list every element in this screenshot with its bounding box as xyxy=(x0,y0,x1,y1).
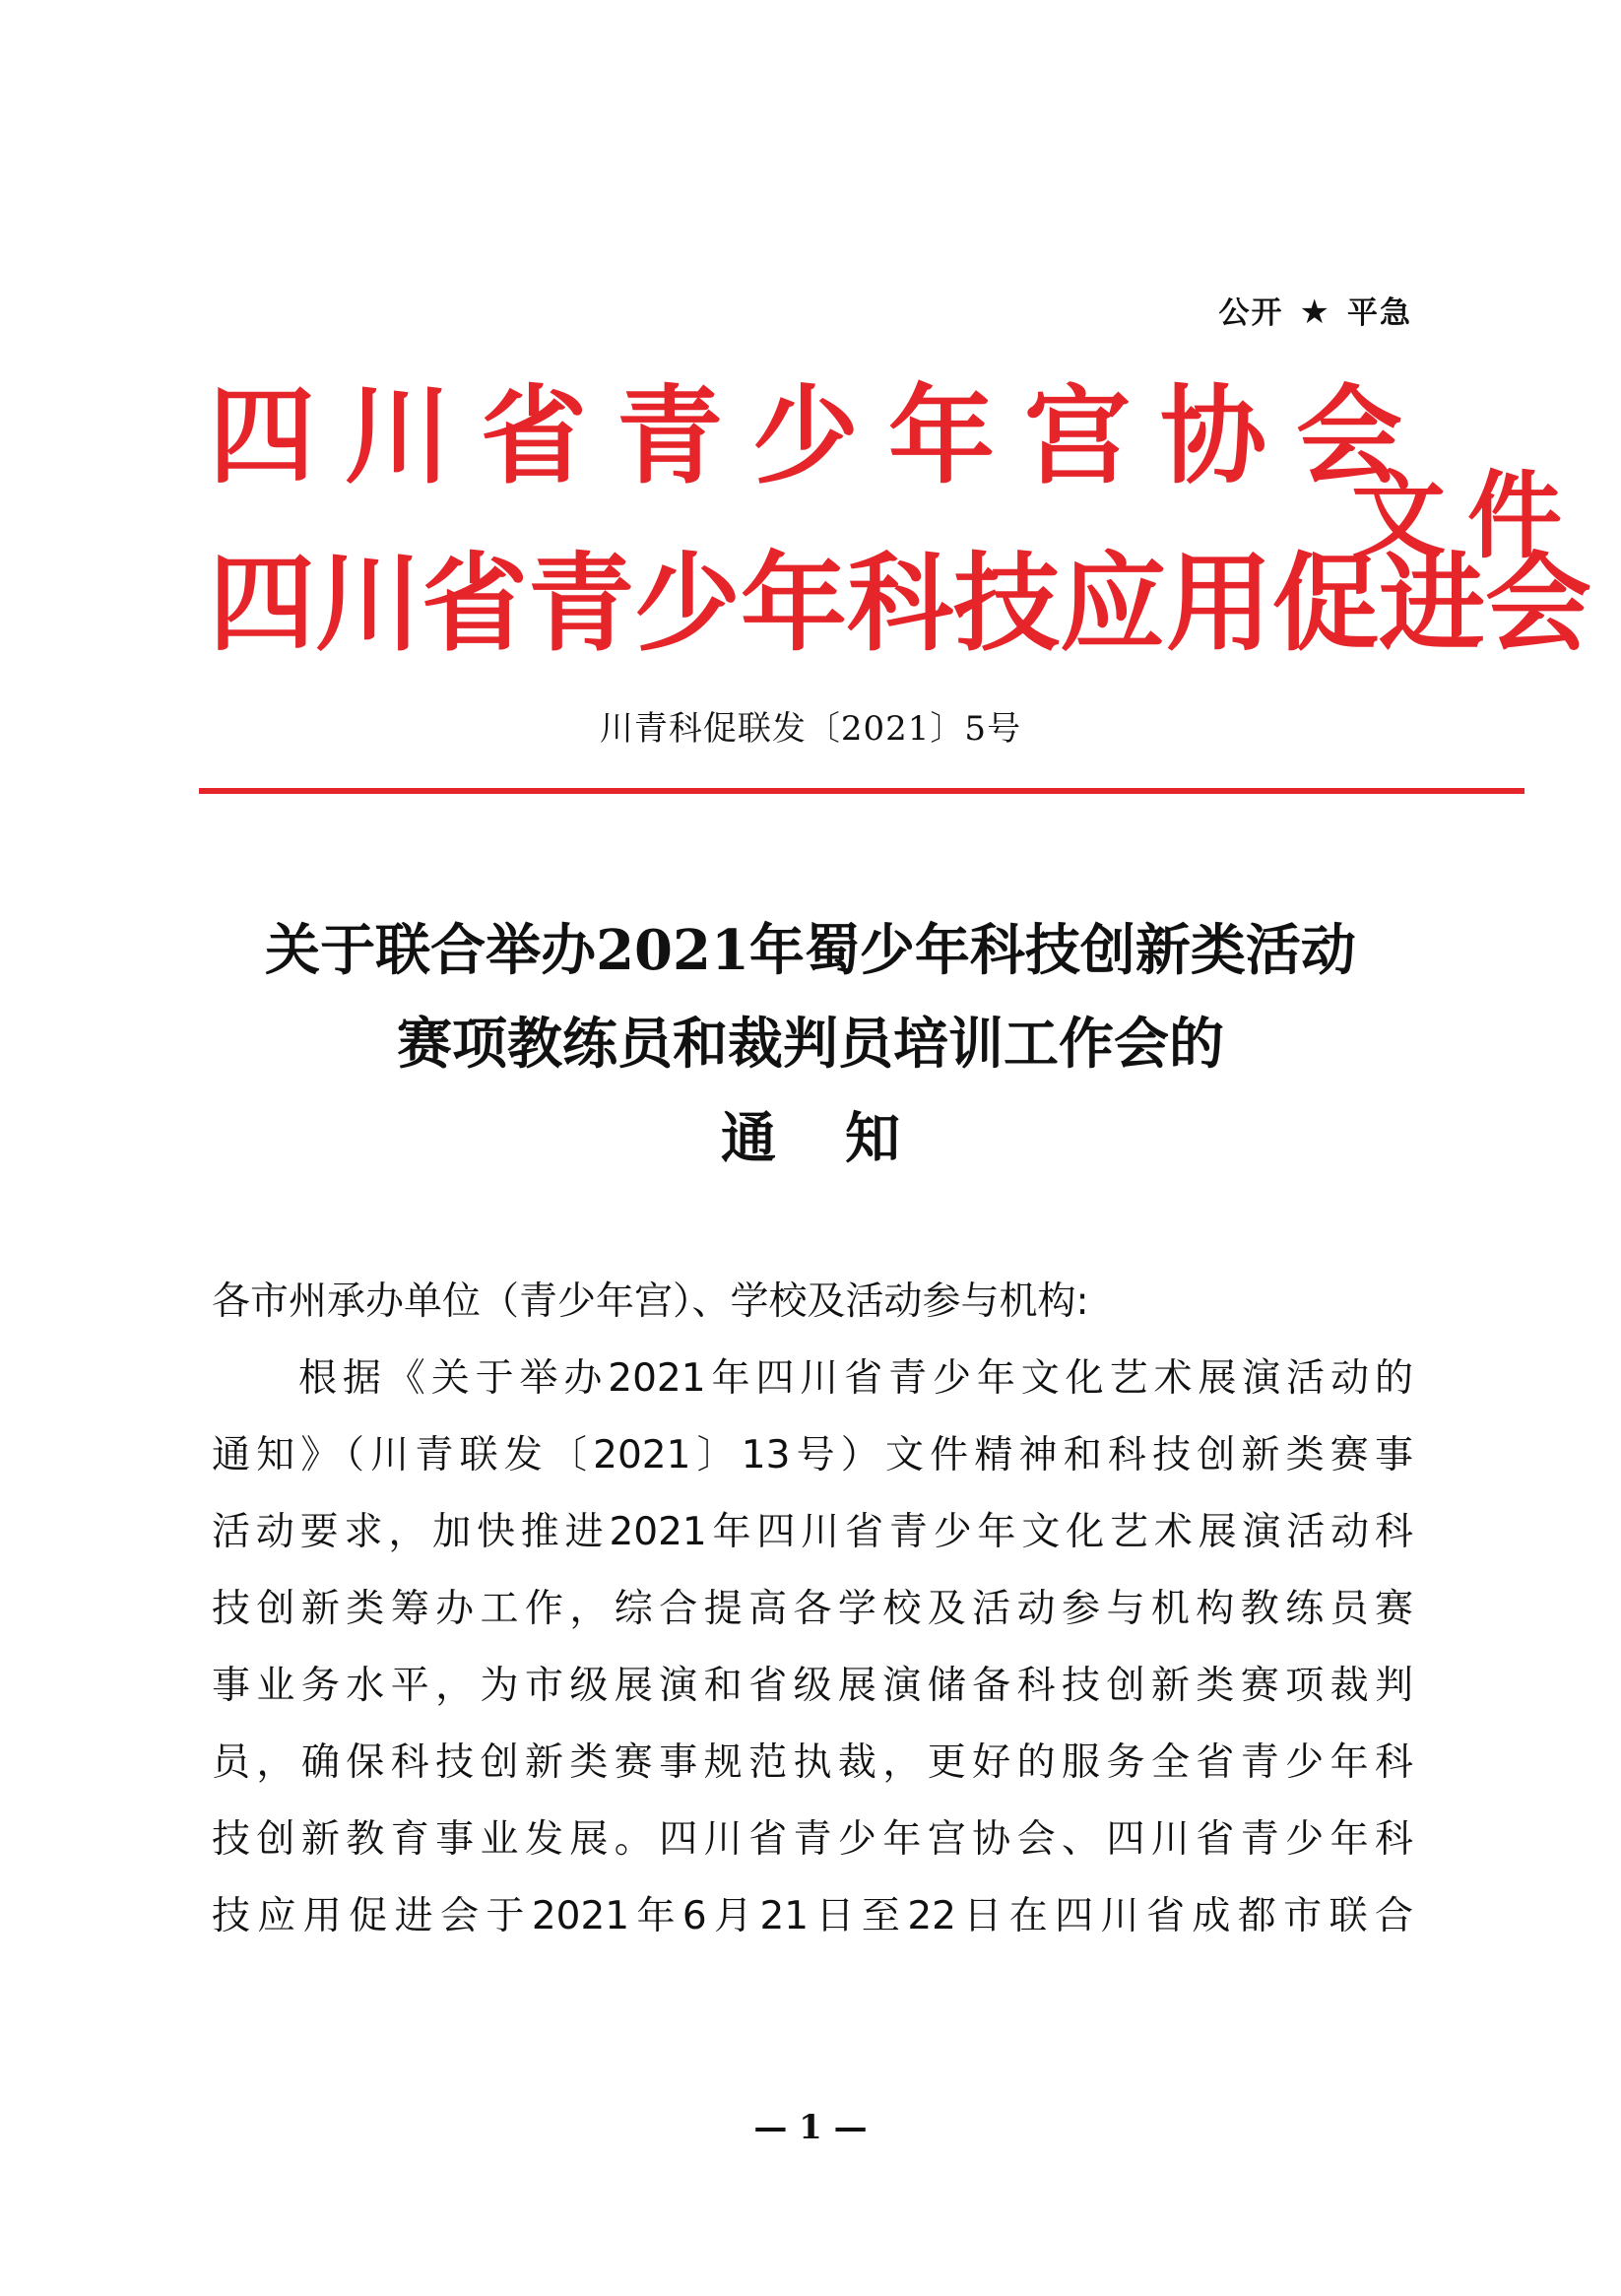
star-icon: ★ xyxy=(1299,293,1331,332)
urgency-level: 平急 xyxy=(1347,295,1412,331)
title-line-2: 赛项教练员和裁判员培训工作会的 xyxy=(397,1012,1224,1077)
title-line-1: 关于联合举办2021年蜀少年科技创新类活动 xyxy=(265,918,1356,983)
issuer-suffix: 文件 xyxy=(1351,461,1584,571)
document-number: 川青科促联发〔2021〕5号 xyxy=(599,709,1022,749)
paragraph-line: 活动要求，加快推进2021年四川省青少年文化艺术展演活动科 xyxy=(212,1510,1413,1554)
issuer-line-2: 四川省青少年科技应用促进会 xyxy=(209,543,1592,666)
paragraph-line: 事业务水平，为市级展演和省级展演储备科技创新类赛项裁判 xyxy=(212,1664,1413,1708)
classification-level: 公开 xyxy=(1218,295,1284,331)
classification-header xyxy=(1219,288,1412,332)
paragraph-line: 技应用促进会于2021年6月21日至22日在四川省成都市联合 xyxy=(212,1894,1413,1938)
issuer-line-1: 四川省青少年宫协会 xyxy=(209,375,1433,498)
salutation: 各市州承办单位（青少年宫）、学校及活动参与机构: xyxy=(212,1279,1089,1324)
paragraph-line: 通知》（川青联发〔2021〕13号）文件精神和科技创新类赛事 xyxy=(212,1433,1413,1477)
body-paragraph xyxy=(212,1341,1413,1955)
title-line-3: 通知 xyxy=(721,1106,969,1171)
paragraph-line: 技创新类筹办工作，综合提高各学校及活动参与机构教练员赛 xyxy=(212,1587,1413,1631)
paragraph-line: 根据《关于举办2021年四川省青少年文化艺术展演活动的 xyxy=(298,1356,1413,1401)
red-separator-line xyxy=(199,788,1524,794)
page-number: — 1 — xyxy=(753,2108,868,2147)
paragraph-line: 员，确保科技创新类赛事规范执裁，更好的服务全省青少年科 xyxy=(212,1740,1413,1785)
paragraph-line: 技创新教育事业发展。四川省青少年宫协会、四川省青少年科 xyxy=(212,1817,1413,1862)
